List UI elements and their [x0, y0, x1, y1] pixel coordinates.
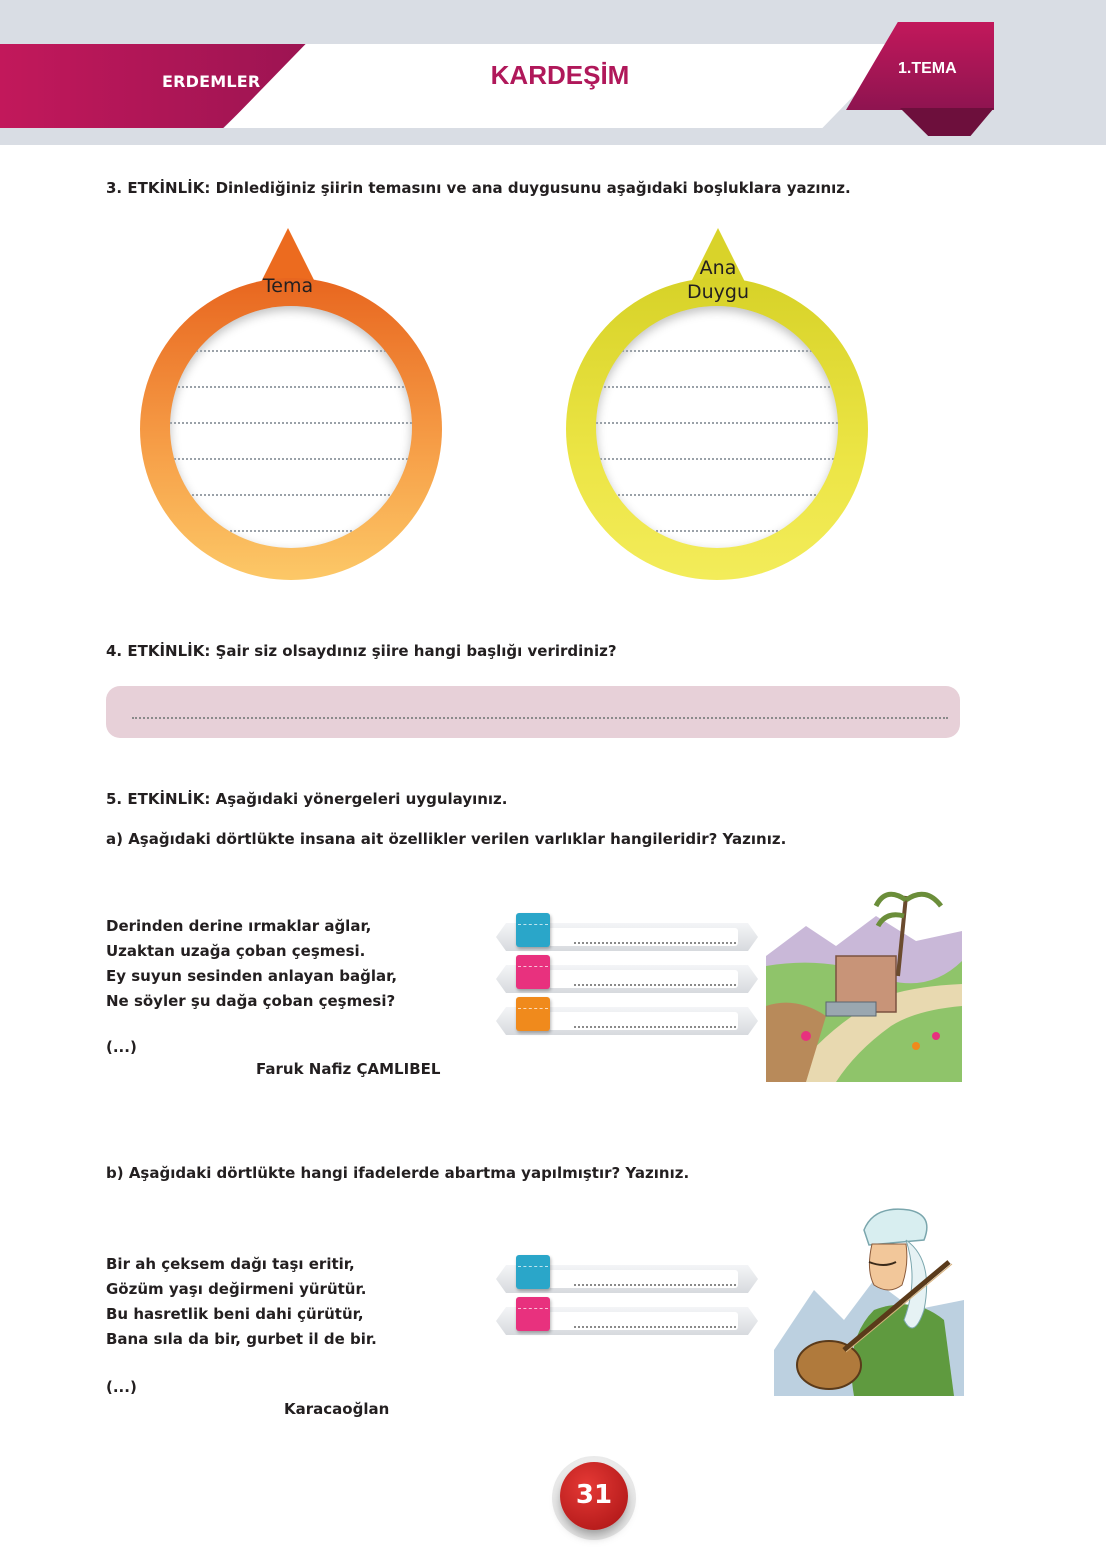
tema-label: Tema: [262, 275, 314, 297]
poem-line: Bu hasretlik beni dahi çürütür,: [106, 1305, 364, 1323]
page-title: KARDEŞİM: [490, 60, 630, 90]
part-a-author: Faruk Nafiz ÇAMLIBEL: [256, 1060, 441, 1078]
part-b-author: Karacaoğlan: [284, 1400, 390, 1418]
activity5-label: 5. ETKİNLİK:: [106, 790, 211, 808]
ana-duygu-label-line2: Duygu: [686, 281, 750, 303]
activity4-label: 4. ETKİNLİK:: [106, 642, 211, 660]
bard-illustration: [774, 1200, 964, 1396]
title-answer-dots: [132, 717, 948, 719]
poem-line: Ey suyun sesinden anlayan bağlar,: [106, 967, 398, 985]
part-a-answer-1[interactable]: [496, 923, 758, 951]
poem-line: Derinden derine ırmaklar ağlar,: [106, 917, 372, 935]
poem-line: Bana sıla da bir, gurbet il de bir.: [106, 1330, 377, 1348]
fountain-illustration: [766, 886, 962, 1082]
poem-line: Gözüm yaşı değirmeni yürütür.: [106, 1280, 367, 1298]
activity4-question: [106, 642, 617, 660]
page-number: 31: [560, 1462, 628, 1530]
part-b-poem: [106, 1252, 377, 1352]
activity5-text: Aşağıdaki yönergeleri uygulayınız.: [210, 790, 508, 808]
part-b-answer-2[interactable]: [496, 1307, 758, 1335]
ana-duygu-label-line1: Ana: [699, 257, 737, 279]
orange-tab-flag: [516, 997, 550, 1031]
part-a-ellipsis: (...): [106, 1038, 137, 1056]
part-a-question: a) Aşağıdaki dörtlükte insana ait özellikler verilen varlıklar hangileridir? Yazınız.: [106, 830, 787, 848]
poem-line: Bir ah çeksem dağı taşı eritir,: [106, 1255, 355, 1273]
poem-line: Uzaktan uzağa çoban çeşmesi.: [106, 942, 366, 960]
part-b-ellipsis: (...): [106, 1378, 137, 1396]
part-a-answer-2[interactable]: [496, 965, 758, 993]
theme-label: 1.TEMA: [898, 60, 957, 77]
part-a-answer-3[interactable]: [496, 1007, 758, 1035]
blue-tab-flag: [516, 913, 550, 947]
pink-tab-flag: [516, 1297, 550, 1331]
part-b-question: b) Aşağıdaki dörtlükte hangi ifadelerde abartma yapılmıştır? Yazınız.: [106, 1164, 690, 1182]
activity3-label: 3. ETKİNLİK:: [106, 179, 211, 197]
blue-tab-flag: [516, 1255, 550, 1289]
pink-tab-flag: [516, 955, 550, 989]
activity5-instruction: [106, 790, 507, 808]
part-b-answer-1[interactable]: [496, 1265, 758, 1293]
activity4-text: Şair siz olsaydınız şiire hangi başlığı verirdiniz?: [210, 642, 617, 660]
tema-write-area[interactable]: [170, 306, 412, 548]
poem-line: Ne söyler şu dağa çoban çeşmesi?: [106, 992, 396, 1010]
part-a-poem: [106, 914, 397, 1014]
ana-duygu-write-area[interactable]: [596, 306, 838, 548]
activity3-text: Dinlediğiniz şiirin temasını ve ana duygusunu aşağıdaki boşluklara yazınız.: [210, 179, 851, 197]
title-answer-field[interactable]: [106, 686, 960, 738]
ana-duygu-label: [666, 256, 770, 304]
section-label: ERDEMLER: [162, 72, 261, 91]
activity3-instruction: [106, 179, 851, 197]
